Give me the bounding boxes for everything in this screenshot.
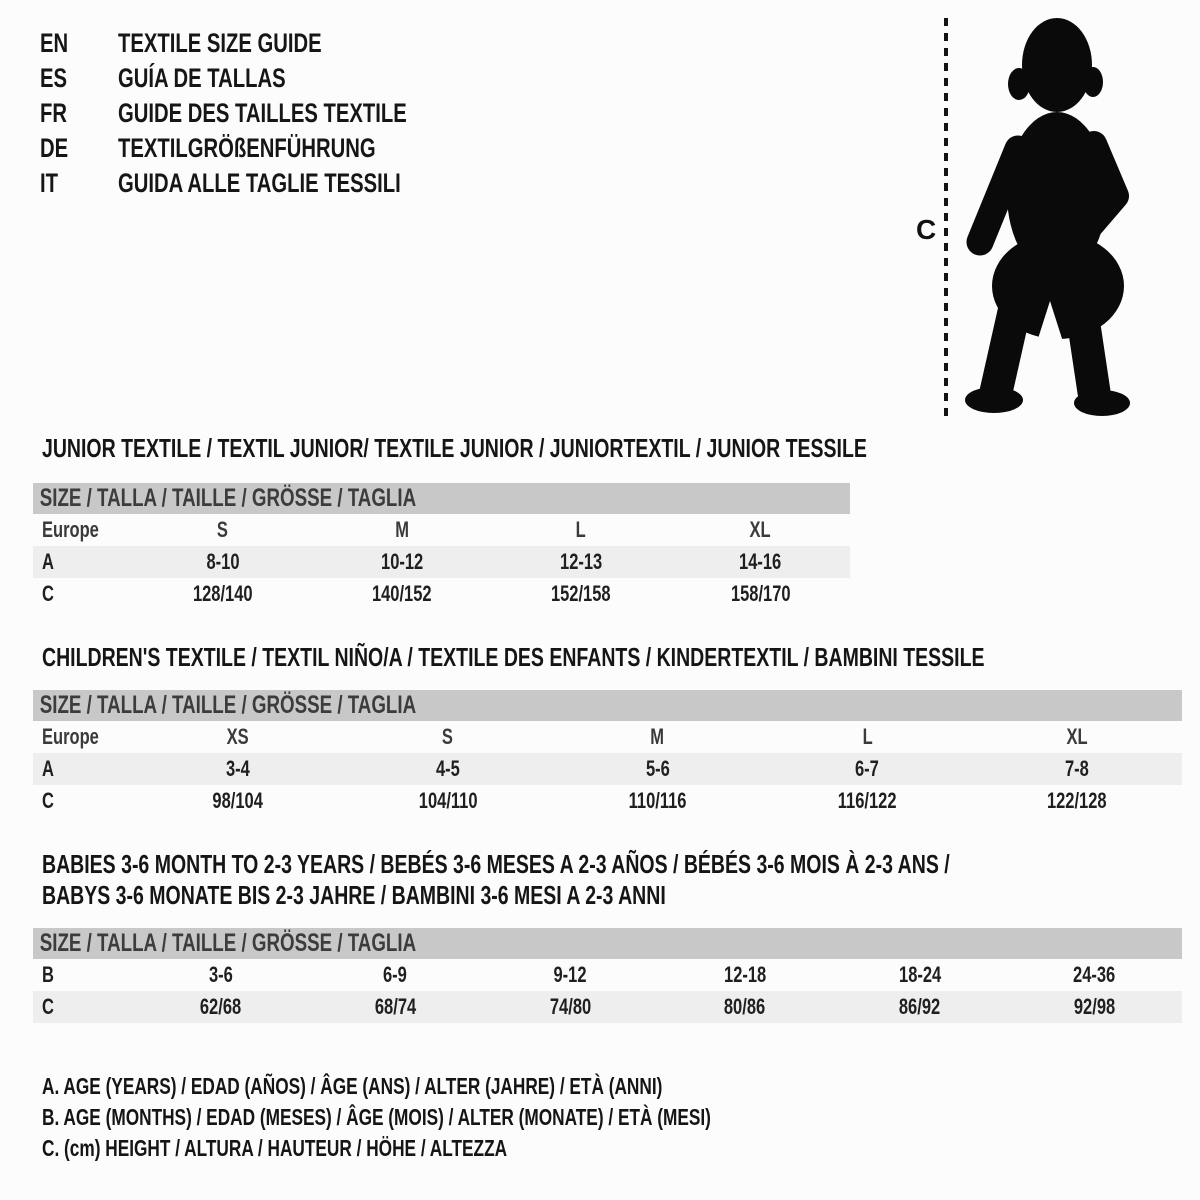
table-cell: 110/116 [628, 788, 687, 813]
row-label: C [42, 788, 54, 813]
table-cell: 104/110 [418, 788, 478, 813]
table-cell: 12-13 [560, 549, 603, 574]
language-row-it [40, 166, 503, 201]
guide-title-fr: GUIDE DES TAILLES TEXTILE [118, 98, 407, 128]
table-cell: 14-16 [739, 549, 782, 574]
language-code: FR [40, 98, 67, 128]
table-cell: 128/140 [192, 581, 253, 606]
size-header-bar: SIZE / TALLA / TAILLE / GRÖSSE / TAGLIA [33, 483, 850, 514]
table-cell: 5-6 [645, 756, 670, 781]
babies-row-months [33, 959, 1182, 991]
size-col-header: XL [1066, 724, 1088, 749]
table-cell: 122/128 [1047, 788, 1107, 813]
table-cell: 3-4 [225, 756, 250, 781]
table-cell: 98/104 [212, 788, 264, 813]
table-cell: 6-9 [383, 962, 408, 987]
table-cell: 6-7 [855, 756, 880, 781]
row-label: C [42, 994, 54, 1019]
junior-size-table [33, 483, 850, 610]
language-row-en [40, 26, 503, 61]
table-cell: 158/170 [730, 581, 791, 606]
size-col-header: XS [226, 724, 249, 749]
table-cell: 80/86 [724, 994, 766, 1019]
language-code: EN [40, 28, 69, 58]
guide-title-es: GUÍA DE TALLAS [118, 63, 286, 93]
measurement-legend [42, 1071, 934, 1164]
junior-header-row [33, 514, 850, 546]
row-label: A [42, 549, 54, 574]
table-cell: 12-18 [723, 962, 766, 987]
table-cell: 86/92 [899, 994, 941, 1019]
size-col-header: L [862, 724, 873, 749]
size-col-header: S [217, 517, 229, 542]
table-cell: 116/122 [837, 788, 897, 813]
size-col-header: M [394, 517, 409, 542]
children-row-height [33, 785, 1182, 817]
language-title-list [40, 26, 503, 201]
size-col-header: XL [749, 517, 771, 542]
junior-section-heading: JUNIOR TEXTILE / TEXTIL JUNIOR/ TEXTILE JUNIOR / JUNIORTEXTIL / JUNIOR TESSILE [42, 433, 867, 463]
guide-title-it: GUIDA ALLE TAGLIE TESSILI [118, 168, 401, 198]
table-cell: 140/152 [372, 581, 432, 606]
table-cell: 3-6 [208, 962, 233, 987]
guide-title-en: TEXTILE SIZE GUIDE [118, 28, 322, 58]
babies-section-heading: BABIES 3-6 MONTH TO 2-3 YEARS / BEBÉS 3-6 MESES A 2-3 AÑOS / BÉBÉS 3-6 MOIS À 2-3 ANS / BABYS 3-6 MONATE BIS 2-3 JAHRE / BAMBINI 3-6 MESI A 2-3 ANNI [42, 849, 950, 910]
table-cell: 9-12 [553, 962, 587, 987]
language-row-de [40, 131, 503, 166]
table-cell: 10-12 [380, 549, 423, 574]
size-header-bar: SIZE / TALLA / TAILLE / GRÖSSE / TAGLIA [33, 690, 1182, 721]
table-cell: 62/68 [199, 994, 242, 1019]
children-header-row [33, 721, 1182, 753]
language-code: ES [40, 63, 68, 93]
table-cell: 4-5 [435, 756, 460, 781]
children-row-age [33, 753, 1182, 785]
language-row-fr [40, 96, 503, 131]
junior-row-height [33, 578, 850, 610]
row-label: A [42, 756, 54, 781]
size-header-bar: SIZE / TALLA / TAILLE / GRÖSSE / TAGLIA [33, 928, 1182, 959]
table-cell: 152/158 [551, 581, 611, 606]
legend-line-b: B. AGE (MONTHS) / EDAD (MESES) / ÂGE (MOIS) / ALTER (MONATE) / ETÀ (MESI) [42, 1104, 711, 1130]
junior-row-age [33, 546, 850, 578]
region-label: Europe [42, 724, 99, 749]
table-cell: 18-24 [898, 962, 941, 987]
table-cell: 68/74 [374, 994, 416, 1019]
guide-title-de: TEXTILGRÖßENFÜHRUNG [118, 133, 376, 163]
table-cell: 92/98 [1073, 994, 1116, 1019]
height-measure-dashed-line [944, 18, 948, 416]
table-cell: 74/80 [549, 994, 591, 1019]
language-code: DE [40, 133, 69, 163]
babies-row-height [33, 991, 1182, 1023]
legend-line-c: C. (cm) HEIGHT / ALTURA / HAUTEUR / HÖHE / ALTEZZA [42, 1135, 508, 1161]
language-row-es [40, 61, 503, 96]
toddler-silhouette-image [958, 14, 1136, 416]
legend-line-a: A. AGE (YEARS) / EDAD (AÑOS) / ÂGE (ANS) / ALTER (JAHRE) / ETÀ (ANNI) [42, 1073, 663, 1099]
language-code: IT [40, 168, 58, 198]
size-col-header: L [576, 517, 587, 542]
children-size-table [33, 690, 1182, 817]
row-label: C [42, 581, 54, 606]
height-measure-label-c: C [916, 214, 937, 245]
size-col-header: M [650, 724, 665, 749]
table-cell: 8-10 [206, 549, 240, 574]
region-label: Europe [42, 517, 99, 542]
babies-size-table [33, 928, 1182, 1023]
size-col-header: S [442, 724, 454, 749]
row-label: B [42, 962, 54, 987]
table-cell: 24-36 [1073, 962, 1116, 987]
children-section-heading: CHILDREN'S TEXTILE / TEXTIL NIÑO/A / TEXTILE DES ENFANTS / KINDERTEXTIL / BAMBINI TESSILE [42, 642, 985, 672]
table-cell: 7-8 [1065, 756, 1090, 781]
